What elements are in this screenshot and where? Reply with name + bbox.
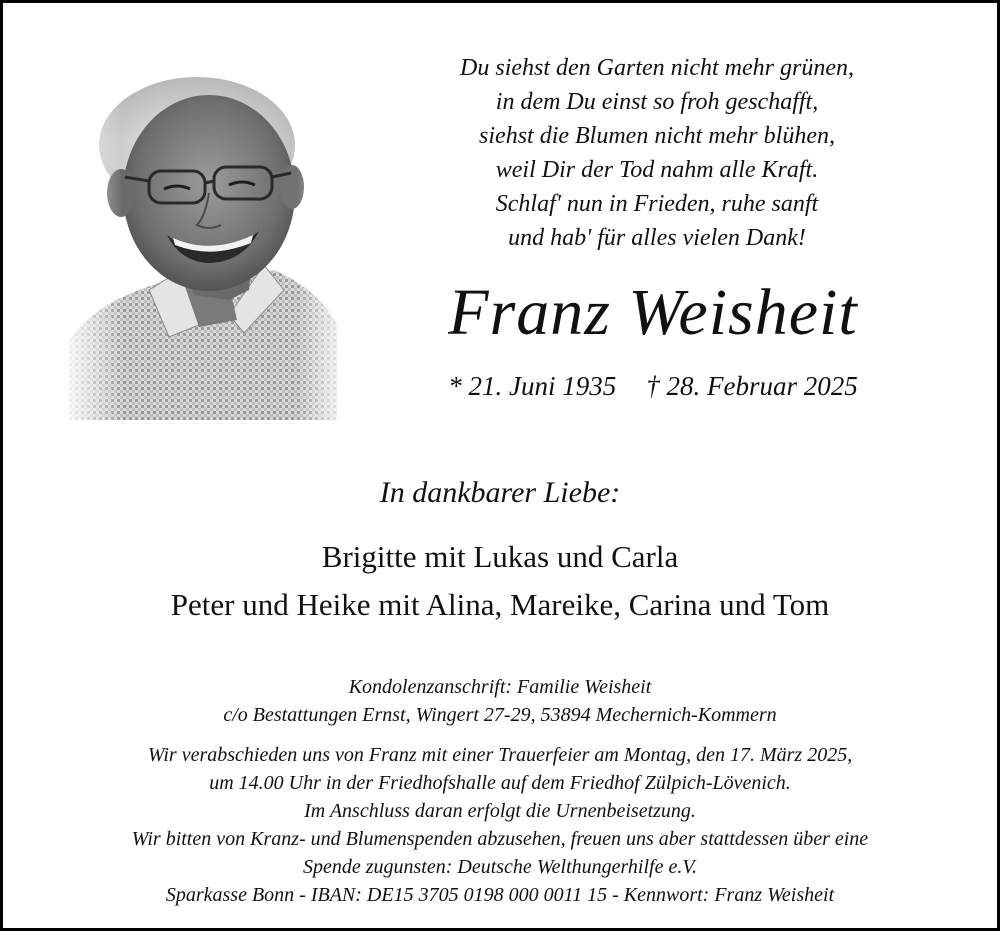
poem-line: und hab' für alles vielen Dank! (508, 225, 806, 251)
death-date: † 28. Februar 2025 (646, 371, 858, 401)
family-line: Peter und Heike mit Alina, Mareike, Carina und Tom (170, 587, 830, 622)
poem-line: weil Dir der Tod nahm alle Kraft. (495, 157, 819, 183)
birth-date: * 21. Juni 1935 (448, 371, 617, 401)
notice-line: Sparkasse Bonn - IBAN: DE15 3705 0198 000 0011 15 - Kennwort: Franz Weisheit (165, 884, 835, 906)
poem-line: Schlaf' nun in Frieden, ruhe sanft (495, 191, 819, 217)
portrait-photo (69, 75, 337, 420)
notice-line: Wir bitten von Kranz- und Blumenspenden abzusehen, freuen uns aber stattdessen über eine (131, 828, 869, 850)
notice-line: Spende zugunsten: Deutsche Welthungerhilfe e.V. (302, 856, 697, 878)
poem-line: Du siehst den Garten nicht mehr grünen, (460, 55, 854, 81)
family-line: Brigitte mit Lukas und Carla (321, 539, 679, 574)
family-members (3, 533, 997, 629)
condolence-address (3, 673, 997, 729)
life-dates (363, 366, 943, 406)
poem-line: in dem Du einst so froh geschafft, (495, 89, 819, 115)
thanks-heading: In dankbarer Liebe: (379, 476, 621, 509)
portrait-image (69, 75, 337, 420)
poem (387, 51, 927, 255)
poem-line: siehst die Blumen nicht mehr blühen, (479, 123, 835, 149)
address-line: c/o Bestattungen Ernst, Wingert 27-29, 53894 Mechernich-Kommern (223, 704, 777, 726)
funeral-notice (3, 741, 997, 909)
notice-line: Im Anschluss daran erfolgt die Urnenbeisetzung. (304, 800, 696, 822)
notice-line: um 14.00 Uhr in der Friedhofshalle auf dem Friedhof Zülpich-Lövenich. (209, 772, 791, 794)
address-line: Kondolenzanschrift: Familie Weisheit (348, 676, 652, 698)
deceased-name: Franz Weisheit (448, 276, 858, 349)
notice-line: Wir verabschieden uns von Franz mit einer Trauerfeier am Montag, den 17. März 2025, (147, 744, 853, 766)
